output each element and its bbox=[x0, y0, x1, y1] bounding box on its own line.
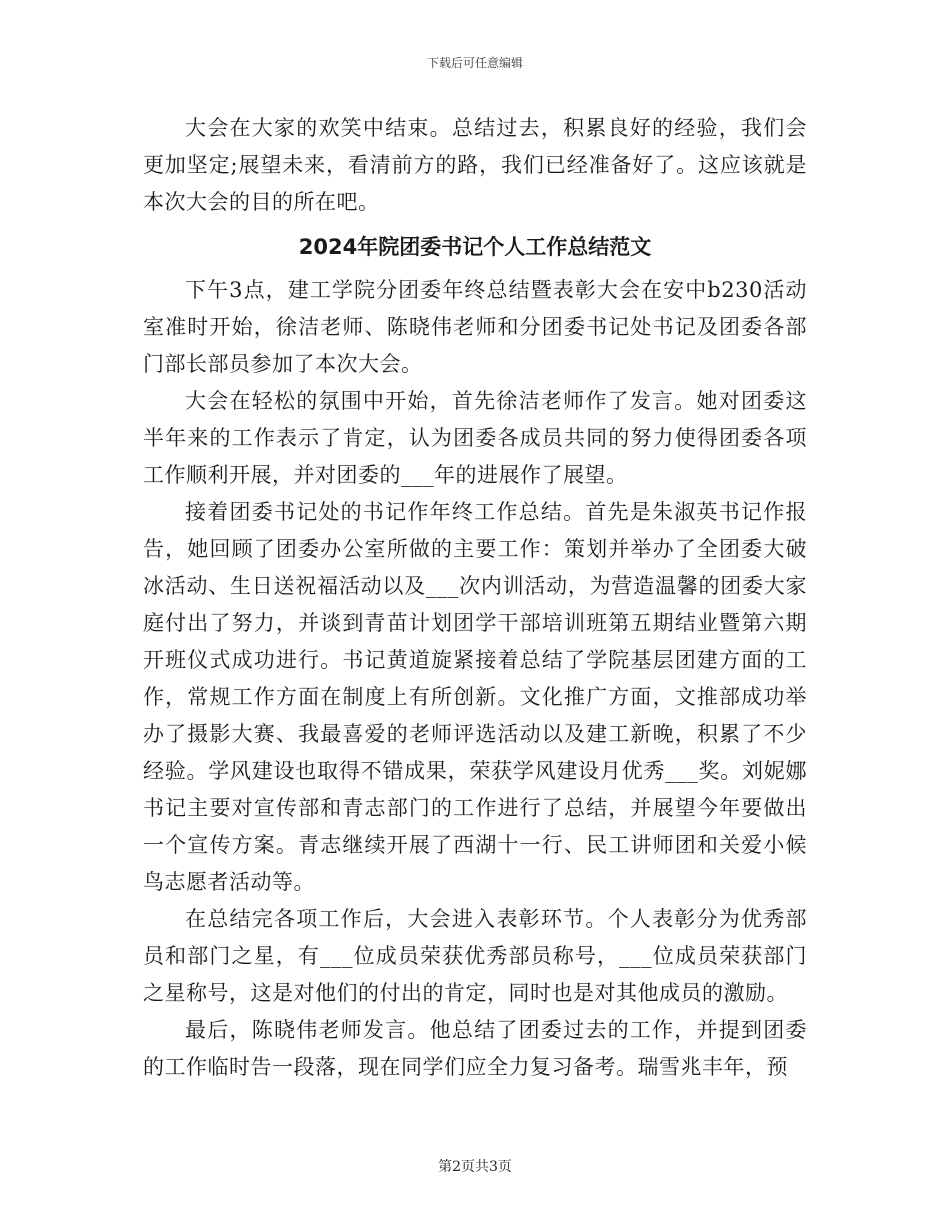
document-body bbox=[143, 110, 807, 1086]
paragraph: 下午3点，建工学院分团委年终总结暨表彰大会在安中b230活动室准时开始，徐洁老师、陈晓伟老师和分团委书记处书记及团委各部门部长部员参加了本次大会。 bbox=[143, 278, 807, 376]
intro-paragraph: 大会在大家的欢笑中结束。总结过去，积累良好的经验，我们会更加坚定;展望未来，看清前方的路，我们已经准备好了。这应该就是本次大会的目的所在吧。 bbox=[143, 116, 807, 214]
paragraph: 在总结完各项工作后，大会进入表彰环节。个人表彰分为优秀部员和部门之星，有___位成员荣获优秀部员称号，___位成员荣获部门之星称号，这是对他们的付出的肯定，同时也是对其他成员的激励。 bbox=[143, 907, 807, 1005]
paragraph: 大会在轻松的氛围中开始，首先徐洁老师作了发言。她对团委这半年来的工作表示了肯定，认为团委各成员共同的努力使得团委各项工作顺利开展，并对团委的___年的进展作了展望。 bbox=[143, 389, 807, 487]
paragraph: 接着团委书记处的书记作年终工作总结。首先是朱淑英书记作报告，她回顾了团委办公室所做的主要工作：策划并举办了全团委大破冰活动、生日送祝福活动以及___次内训活动，为营造温馨的团委大家庭付出了努力，并谈到青苗计划团学干部培训班第五期结业暨第六期开班仪式成功进行。书记黄道旋紧接着总结了学院基层团建方面的工作，常规工作方面在制度上有所创新。文化推广方面，文推部成功举办了摄影大赛、我最喜爱的老师评选活动以及建工新晚，积累了不少经验。学风建设也取得不错成果，荣获学风建设月优秀___奖。刘妮娜书记主要对宣传部和青志部门的工作进行了总结，并展望今年要做出一个宣传方案。青志继续开展了西湖十一行、民工讲师团和关爱小候鸟志愿者活动等。 bbox=[143, 500, 807, 894]
page-number: 第2页共3页 bbox=[438, 1159, 512, 1175]
download-note: 下载后可任意编辑 bbox=[426, 56, 523, 70]
document-title: 2024年院团委书记个人工作总结范文 bbox=[298, 235, 652, 259]
paragraph: 最后，陈晓伟老师发言。他总结了团委过去的工作，并提到团委的工作临时告一段落，现在同学们应全力复习备考。瑞雪兆丰年，预 bbox=[143, 1018, 807, 1079]
